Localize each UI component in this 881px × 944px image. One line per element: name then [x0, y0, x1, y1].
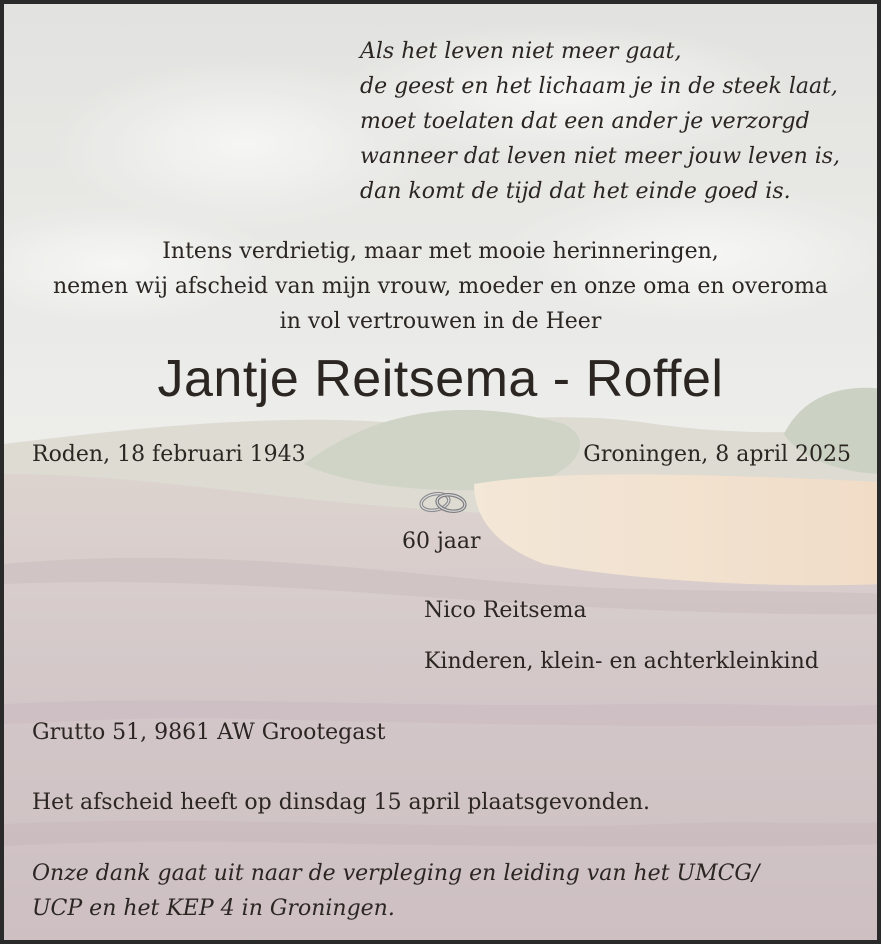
thanks-line: UCP en het KEP 4 in Groningen. — [32, 896, 395, 921]
poem-line: dan komt de tijd dat het einde goed is. — [360, 179, 791, 204]
poem-line: de geest en het lichaam je in de steek laat, — [360, 74, 838, 99]
wedding-rings-icon — [414, 484, 472, 520]
deceased-name: Jantje Reitsema - Roffel — [157, 350, 724, 408]
family-signatories: Kinderen, klein- en achterkleinkind — [424, 649, 819, 674]
intro-line: Intens verdrietig, maar met mooie herinneringen, — [162, 239, 719, 264]
poem-line: Als het leven niet meer gaat, — [360, 39, 682, 64]
poem-line: moet toelaten dat een ander je verzorgd — [360, 109, 810, 134]
death-place-date: Groningen, 8 april 2025 — [583, 442, 851, 467]
poem-line: wanneer dat leven niet meer jouw leven is, — [360, 144, 841, 169]
thanks-note — [32, 856, 759, 926]
correspondence-address: Grutto 51, 9861 AW Grootegast — [32, 720, 386, 745]
spouse-name: Nico Reitsema — [424, 598, 587, 623]
funeral-notice: Het afscheid heeft op dinsdag 15 april plaatsgevonden. — [32, 790, 651, 815]
intro-line: nemen wij afscheid van mijn vrouw, moeder en onze oma en overoma — [52, 274, 828, 299]
thanks-line: Onze dank gaat uit naar de verpleging en leiding van het UMCG/ — [32, 861, 760, 886]
poem — [360, 34, 840, 209]
announcement-intro — [4, 234, 877, 339]
marriage-years: 60 jaar — [402, 529, 481, 554]
birth-place-date: Roden, 18 februari 1943 — [32, 442, 306, 467]
intro-line: in vol vertrouwen in de Heer — [279, 309, 602, 334]
